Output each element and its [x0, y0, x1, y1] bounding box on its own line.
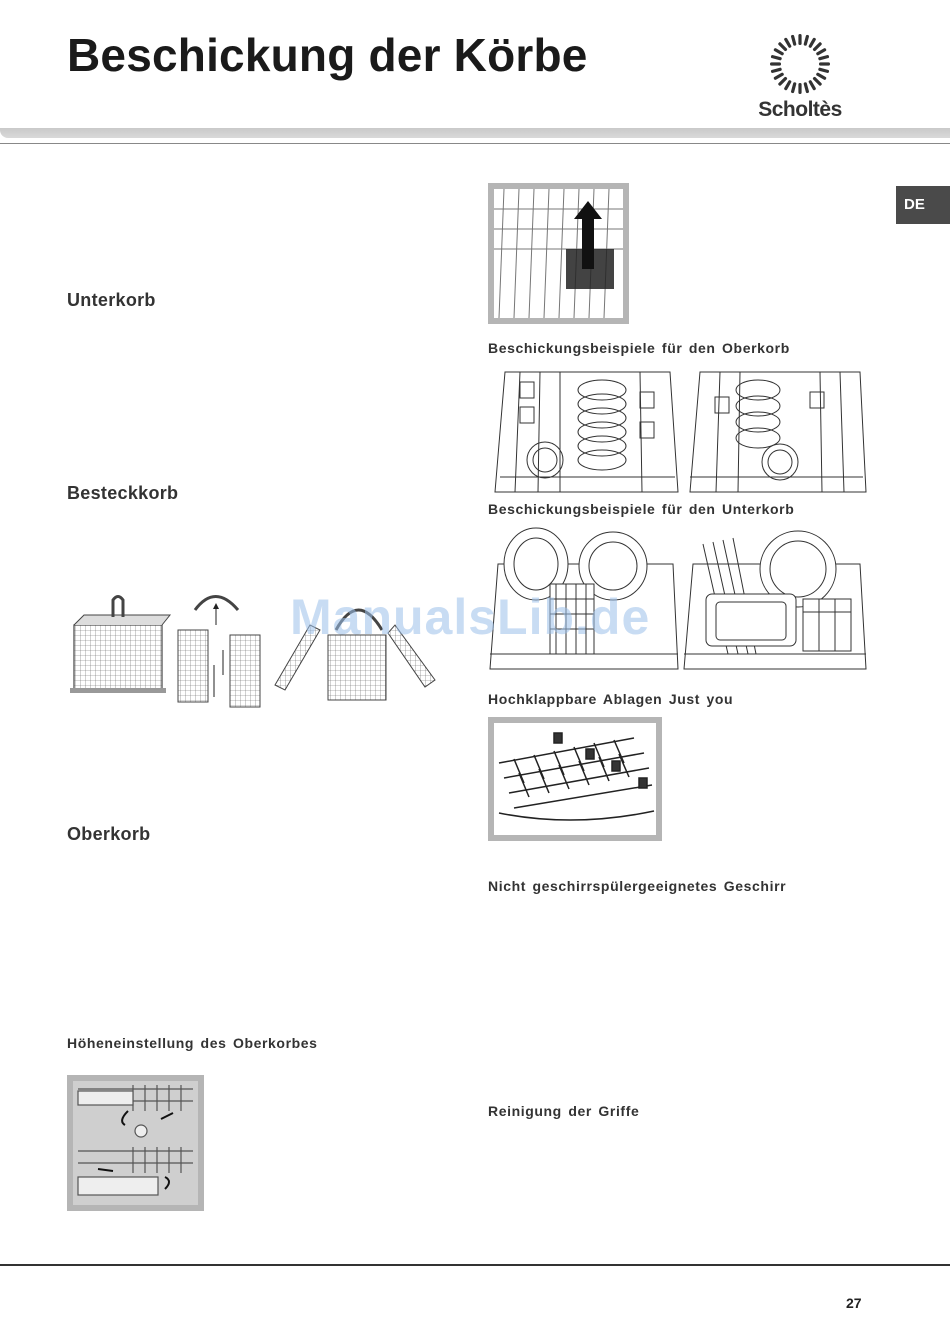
cutlery-basket-icon [70, 597, 170, 694]
footer-divider [0, 1264, 950, 1266]
handle-cleaning-heading: Reinigung der Griffe [488, 1103, 640, 1119]
besteckkorb-heading: Besteckkorb [67, 483, 179, 503]
watermark: ManualsLib.de [290, 589, 651, 645]
basket-lever-illustration [488, 183, 629, 324]
sun-logo-icon [750, 28, 850, 98]
oberkorb-examples-heading: Beschickungsbeispiele für den Oberkorb [488, 340, 790, 356]
just-you-heading: Hochklappbare Ablagen Just you [488, 691, 734, 707]
brand-logo [750, 28, 850, 128]
oberkorb-heading: Oberkorb [67, 824, 151, 844]
page-title: Beschickung der Körbe [67, 29, 588, 81]
folding-racks-illustration [488, 717, 662, 841]
height-adjust-illustration [67, 1075, 204, 1211]
header-divider [0, 143, 950, 144]
page-number: 27 [846, 1295, 862, 1311]
unterkorb-heading: Unterkorb [67, 290, 156, 310]
basket-split-icon [178, 597, 260, 708]
height-adjust-heading: Höheneinstellung des Oberkorbes [67, 1035, 318, 1051]
unterkorb-examples-heading: Beschickungsbeispiele für den Unterkorb [488, 501, 795, 517]
brand-name: Scholtès [758, 98, 842, 121]
language-tab[interactable]: DE [896, 186, 950, 224]
header-bar [0, 128, 950, 138]
not-suitable-heading: Nicht geschirrspülergeeignetes Geschirr [488, 878, 787, 894]
oberkorb-examples-illustration [490, 362, 868, 498]
